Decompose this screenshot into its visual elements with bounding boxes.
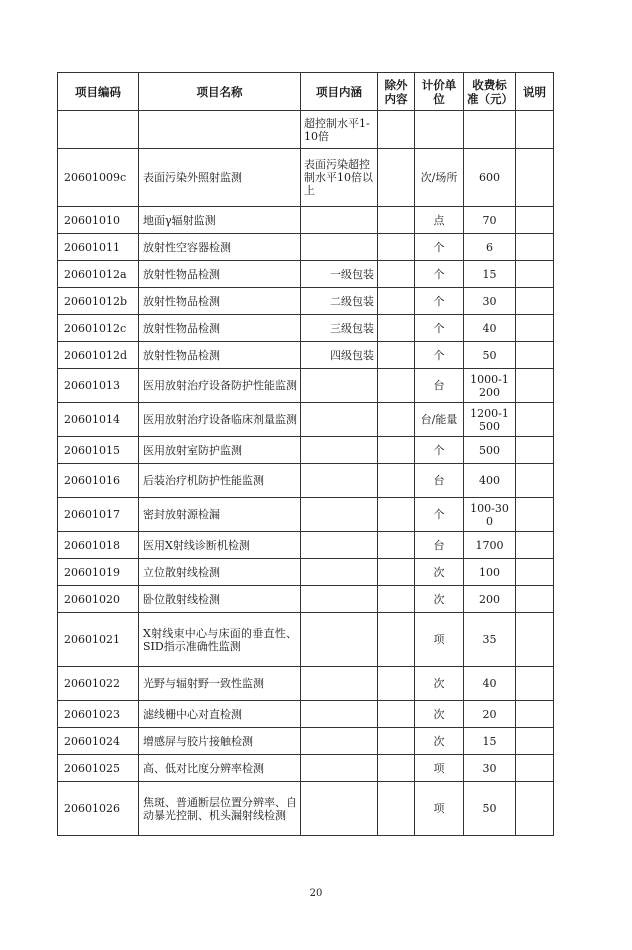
row-unit: 点: [415, 207, 464, 234]
row-price: 40: [464, 315, 516, 342]
row-code: 20601011: [58, 234, 139, 261]
row-name: 立位散射线检测: [139, 559, 301, 586]
row-content: [301, 437, 378, 464]
row-content: [301, 532, 378, 559]
row-exclude: [378, 342, 415, 369]
table-row: [58, 464, 554, 498]
table-row: [58, 261, 554, 288]
row-note: [516, 498, 554, 532]
row-note: [516, 315, 554, 342]
row-unit: 次: [415, 559, 464, 586]
header-code: 项目编码: [58, 73, 139, 111]
header-content: 项目内涵: [301, 73, 378, 111]
row-code: 20601015: [58, 437, 139, 464]
row-code: 20601018: [58, 532, 139, 559]
row-code: 20601026: [58, 782, 139, 836]
table-row: [58, 437, 554, 464]
header-unit: 计价单位: [415, 73, 464, 111]
row-unit: 个: [415, 342, 464, 369]
row-unit: 次: [415, 701, 464, 728]
table-row: [58, 369, 554, 403]
row-content: 二级包装: [301, 288, 378, 315]
table-row: [58, 315, 554, 342]
row-name: 放射性物品检测: [139, 288, 301, 315]
row-content: [301, 403, 378, 437]
row-unit: 次/场所: [415, 149, 464, 207]
row-name: 放射性物品检测: [139, 261, 301, 288]
row-note: [516, 755, 554, 782]
row-exclude: [378, 288, 415, 315]
row-code: 20601009c: [58, 149, 139, 207]
row-content: [301, 498, 378, 532]
row-code: [58, 111, 139, 149]
row-note: [516, 149, 554, 207]
row-name: 放射性空容器检测: [139, 234, 301, 261]
row-unit: 个: [415, 234, 464, 261]
row-price: 200: [464, 586, 516, 613]
row-content: [301, 559, 378, 586]
row-price: 100-300: [464, 498, 516, 532]
row-content: [301, 613, 378, 667]
table-row: [58, 782, 554, 836]
row-code: 20601019: [58, 559, 139, 586]
row-content: [301, 667, 378, 701]
row-name: 卧位散射线检测: [139, 586, 301, 613]
row-price: 30: [464, 755, 516, 782]
row-code: 20601017: [58, 498, 139, 532]
row-price: [464, 111, 516, 149]
row-price: 15: [464, 261, 516, 288]
row-price: 1700: [464, 532, 516, 559]
row-name: [139, 111, 301, 149]
row-exclude: [378, 755, 415, 782]
row-exclude: [378, 315, 415, 342]
row-price: 30: [464, 288, 516, 315]
row-note: [516, 207, 554, 234]
row-code: 20601025: [58, 755, 139, 782]
table-row: [58, 234, 554, 261]
row-unit: 个: [415, 288, 464, 315]
row-price: 400: [464, 464, 516, 498]
row-exclude: [378, 667, 415, 701]
table-row: [58, 207, 554, 234]
row-note: [516, 437, 554, 464]
table-row: [58, 532, 554, 559]
row-unit: 个: [415, 498, 464, 532]
row-unit: 项: [415, 782, 464, 836]
row-exclude: [378, 728, 415, 755]
row-note: [516, 288, 554, 315]
row-content: [301, 369, 378, 403]
row-unit: 次: [415, 586, 464, 613]
row-price: 1200-1500: [464, 403, 516, 437]
table-row: [58, 288, 554, 315]
row-unit: 个: [415, 261, 464, 288]
row-name: 高、低对比度分辨率检测: [139, 755, 301, 782]
row-price: 35: [464, 613, 516, 667]
row-code: 20601022: [58, 667, 139, 701]
row-name: 表面污染外照射监测: [139, 149, 301, 207]
row-content: 三级包装: [301, 315, 378, 342]
row-unit: 台: [415, 369, 464, 403]
row-name: 放射性物品检测: [139, 342, 301, 369]
row-name: 焦斑、普通断层位置分辨率、自动暴光控制、机头漏射线检测: [139, 782, 301, 836]
row-code: 20601012d: [58, 342, 139, 369]
table-row: [58, 701, 554, 728]
header-row: [58, 73, 554, 111]
row-note: [516, 111, 554, 149]
row-code: 20601012a: [58, 261, 139, 288]
row-name: 医用放射室防护监测: [139, 437, 301, 464]
row-content: 超控制水平1-10倍: [301, 111, 378, 149]
table-row: [58, 403, 554, 437]
row-exclude: [378, 149, 415, 207]
row-unit: 台/能量: [415, 403, 464, 437]
row-content: [301, 234, 378, 261]
row-name: 后装治疗机防护性能监测: [139, 464, 301, 498]
row-name: X射线束中心与床面的垂直性、SID指示准确性监测: [139, 613, 301, 667]
row-name: 医用放射治疗设备临床剂量监测: [139, 403, 301, 437]
row-note: [516, 559, 554, 586]
row-price: 20: [464, 701, 516, 728]
row-name: 医用放射治疗设备防护性能监测: [139, 369, 301, 403]
row-exclude: [378, 532, 415, 559]
table-row: [58, 559, 554, 586]
row-note: [516, 464, 554, 498]
row-content: [301, 207, 378, 234]
row-exclude: [378, 498, 415, 532]
row-note: [516, 728, 554, 755]
row-content: [301, 586, 378, 613]
row-exclude: [378, 613, 415, 667]
table-row: [58, 613, 554, 667]
row-content: [301, 755, 378, 782]
row-code: 20601020: [58, 586, 139, 613]
row-exclude: [378, 437, 415, 464]
header-note: 说明: [516, 73, 554, 111]
row-price: 50: [464, 342, 516, 369]
row-code: 20601023: [58, 701, 139, 728]
row-content: [301, 464, 378, 498]
table-row: [58, 342, 554, 369]
table-row: [58, 498, 554, 532]
table-row: [58, 586, 554, 613]
page-number: 20: [309, 888, 323, 899]
row-code: 20601016: [58, 464, 139, 498]
row-note: [516, 667, 554, 701]
row-content: [301, 782, 378, 836]
row-content: 表面污染超控制水平10倍以上: [301, 149, 378, 207]
row-unit: 次: [415, 728, 464, 755]
row-note: [516, 261, 554, 288]
row-code: 20601010: [58, 207, 139, 234]
row-content: [301, 701, 378, 728]
row-unit: 个: [415, 437, 464, 464]
row-name: 滤线栅中心对直检测: [139, 701, 301, 728]
table-row: [58, 728, 554, 755]
row-note: [516, 342, 554, 369]
row-exclude: [378, 586, 415, 613]
row-name: 光野与辐射野一致性监测: [139, 667, 301, 701]
row-note: [516, 613, 554, 667]
row-note: [516, 586, 554, 613]
table-row: [58, 667, 554, 701]
row-code: 20601013: [58, 369, 139, 403]
header-price: 收费标准（元）: [464, 73, 516, 111]
row-exclude: [378, 369, 415, 403]
row-price: 100: [464, 559, 516, 586]
row-unit: 台: [415, 464, 464, 498]
row-code: 20601012b: [58, 288, 139, 315]
row-unit: 个: [415, 315, 464, 342]
row-exclude: [378, 111, 415, 149]
row-price: 500: [464, 437, 516, 464]
row-note: [516, 403, 554, 437]
header-exclude: 除外内容: [378, 73, 415, 111]
table-row: [58, 755, 554, 782]
row-exclude: [378, 403, 415, 437]
row-price: 50: [464, 782, 516, 836]
row-price: 6: [464, 234, 516, 261]
row-name: 放射性物品检测: [139, 315, 301, 342]
row-code: 20601024: [58, 728, 139, 755]
row-note: [516, 782, 554, 836]
row-content: 四级包装: [301, 342, 378, 369]
row-unit: 次: [415, 667, 464, 701]
row-code: 20601012c: [58, 315, 139, 342]
row-unit: 台: [415, 532, 464, 559]
row-note: [516, 532, 554, 559]
row-code: 20601014: [58, 403, 139, 437]
row-name: 地面γ辐射监测: [139, 207, 301, 234]
row-price: 40: [464, 667, 516, 701]
row-exclude: [378, 261, 415, 288]
row-note: [516, 234, 554, 261]
row-exclude: [378, 701, 415, 728]
row-note: [516, 369, 554, 403]
row-exclude: [378, 464, 415, 498]
row-unit: 项: [415, 613, 464, 667]
row-code: 20601021: [58, 613, 139, 667]
fee-table: [57, 72, 554, 836]
row-exclude: [378, 234, 415, 261]
row-name: 增感屏与胶片接触检测: [139, 728, 301, 755]
row-content: 一级包装: [301, 261, 378, 288]
row-exclude: [378, 782, 415, 836]
row-name: 医用X射线诊断机检测: [139, 532, 301, 559]
header-name: 项目名称: [139, 73, 301, 111]
row-unit: [415, 111, 464, 149]
table-row: [58, 149, 554, 207]
row-price: 600: [464, 149, 516, 207]
row-price: 1000-1200: [464, 369, 516, 403]
row-content: [301, 728, 378, 755]
row-name: 密封放射源检漏: [139, 498, 301, 532]
row-exclude: [378, 559, 415, 586]
row-price: 15: [464, 728, 516, 755]
row-price: 70: [464, 207, 516, 234]
row-note: [516, 701, 554, 728]
row-exclude: [378, 207, 415, 234]
table-row: [58, 111, 554, 149]
row-unit: 项: [415, 755, 464, 782]
